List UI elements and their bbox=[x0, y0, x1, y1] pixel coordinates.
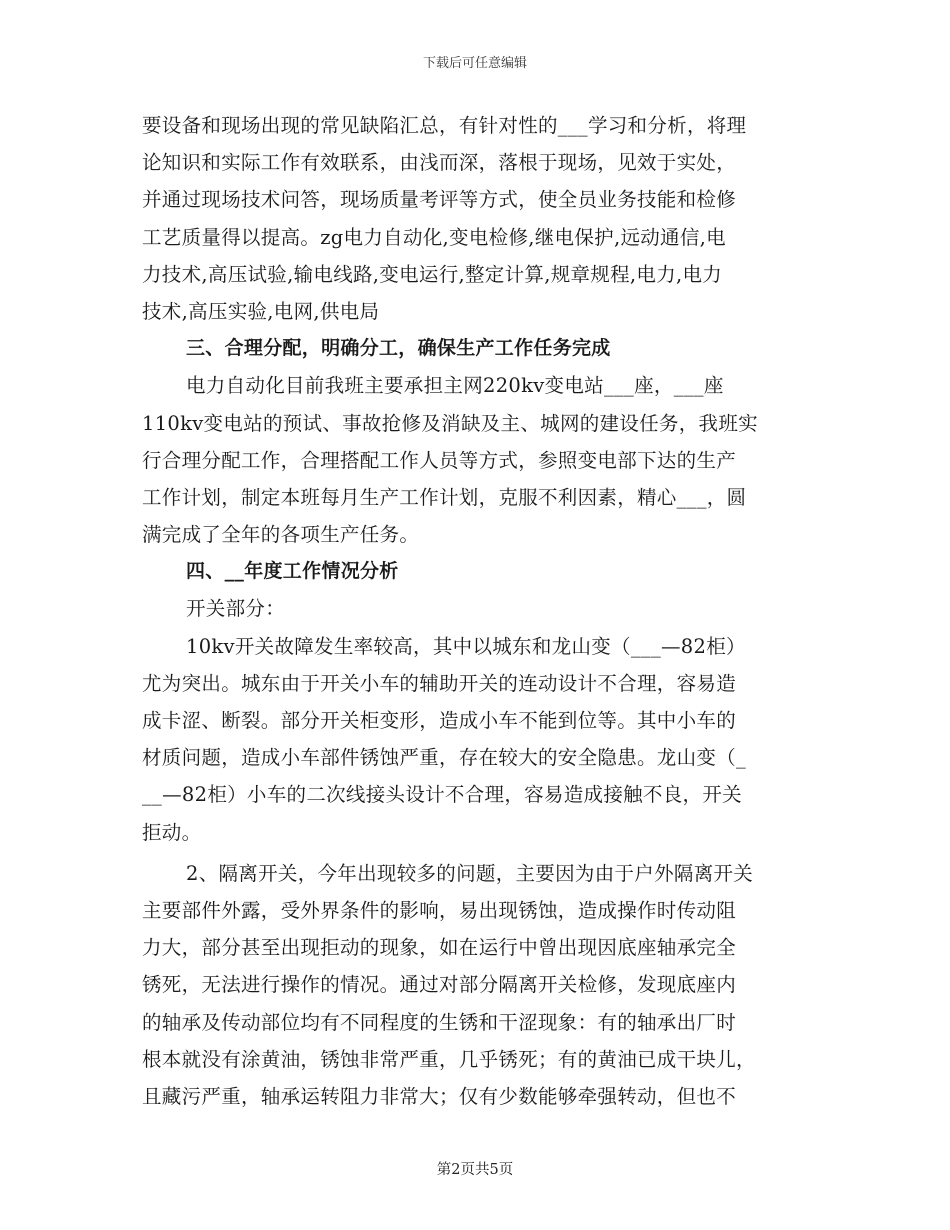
paragraph-line: 行合理分配工作，合理搭配工作人员等方式，参照变电部下达的生产 bbox=[142, 448, 737, 472]
paragraph-line: 满完成了全年的各项生产任务。 bbox=[142, 523, 420, 547]
paragraph-line: 且藏污严重，轴承运转阻力非常大；仅有少数能够牵强转动，但也不 bbox=[142, 1084, 737, 1108]
paragraph-line: 尤为突出。城东由于开关小车的辅助开关的连动设计不合理，容易造 bbox=[142, 671, 737, 695]
section-heading: 四、__年度工作情况分析 bbox=[186, 560, 399, 583]
paragraph-line: 材质问题，造成小车部件锈蚀严重，存在较大的安全隐患。龙山变（_ bbox=[142, 746, 747, 770]
paragraph-line: 锈死，无法进行操作的情况。通过对部分隔离开关检修，发现底座内 bbox=[142, 973, 737, 997]
page-number: 第2页共5页 bbox=[436, 1162, 514, 1178]
page-header-note: 下载后可任意编辑 bbox=[422, 56, 527, 71]
paragraph-line: 力技术,高压试验,输电线路,变电运行,整定计算,规章规程,电力,电力 bbox=[142, 262, 723, 286]
paragraph-first-line: 2、隔离开关，今年出现较多的问题，主要因为由于户外隔离开关 bbox=[186, 861, 754, 885]
paragraph-line: 根本就没有涂黄油，锈蚀非常严重，几乎锈死；有的黄油已成干块儿， bbox=[142, 1047, 756, 1071]
paragraph-line: 110kv变电站的预试、事故抢修及消缺及主、城网的建设任务，我班实 bbox=[142, 411, 758, 435]
paragraph-line: 并通过现场技术问答，现场质量考评等方式，使全员业务技能和检修 bbox=[142, 188, 737, 212]
paragraph-first-line: 10kv开关故障发生率较高，其中以城东和龙山变（___—82柜） bbox=[186, 634, 746, 658]
paragraph-line: 工艺质量得以提高。zg电力自动化,变电检修,继电保护,远动通信,电 bbox=[142, 225, 726, 249]
paragraph-first-line: 开关部分： bbox=[186, 597, 286, 621]
paragraph-line: 要设备和现场出现的常见缺陷汇总，有针对性的___学习和分析，将理 bbox=[142, 114, 747, 137]
paragraph-line: 技术,高压实验,电网,供电局 bbox=[142, 299, 380, 323]
paragraph-line: 主要部件外露，受外界条件的影响，易出现锈蚀，造成操作时传动阻 bbox=[142, 898, 737, 922]
paragraph-line: 成卡涩、断裂。部分开关柜变形，造成小车不能到位等。其中小车的 bbox=[142, 709, 737, 732]
document-body bbox=[142, 107, 807, 1115]
paragraph-line: 力大，部分甚至出现拒动的现象，如在运行中曾出现因底座轴承完全 bbox=[142, 936, 737, 960]
paragraph-line: __—82柜）小车的二次线接头设计不合理，容易造成接触不良，开关 bbox=[142, 783, 742, 807]
paragraph-line: 拒动。 bbox=[142, 820, 202, 844]
paragraph-first-line: 电力自动化目前我班主要承担主网220kv变电站___座，___座 bbox=[186, 374, 724, 398]
paragraph-line: 的轴承及传动部位均有不同程度的生锈和干涩现象：有的轴承出厂时 bbox=[142, 1010, 737, 1034]
paragraph-line: 工作计划，制定本班每月生产工作计划，克服不利因素，精心___，圆 bbox=[142, 485, 747, 509]
section-heading: 三、合理分配，明确分工，确保生产工作任务完成 bbox=[186, 337, 611, 360]
paragraph-line: 论知识和实际工作有效联系，由浅而深，落根于现场，见效于实处， bbox=[142, 151, 737, 175]
